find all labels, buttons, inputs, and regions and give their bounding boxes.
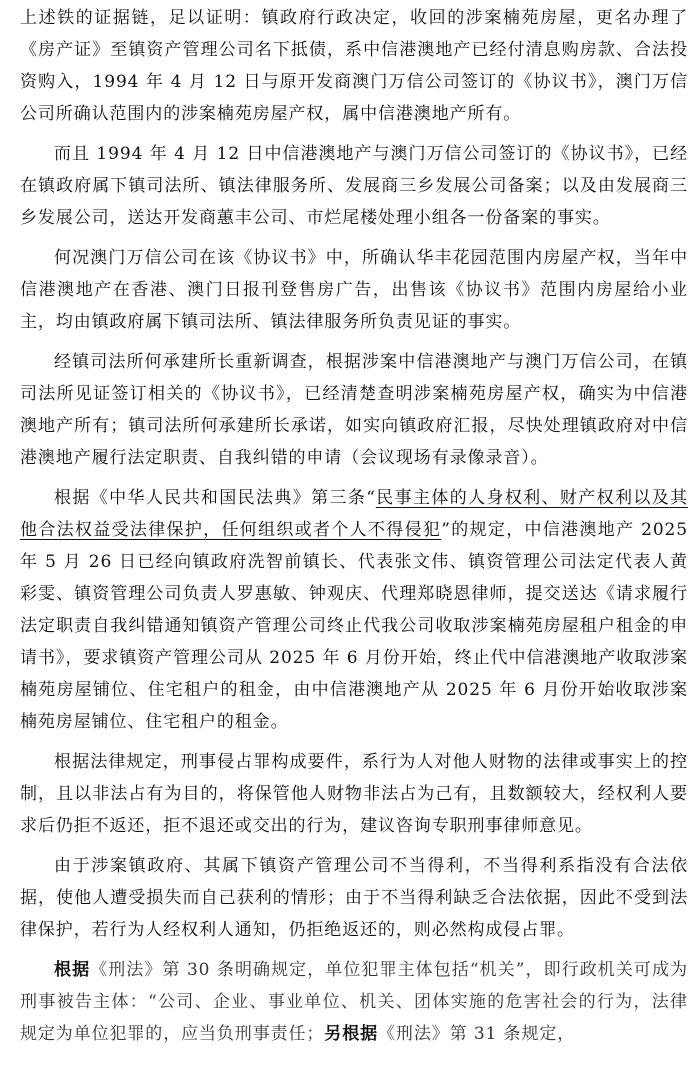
bold-lead-in: 另根据 — [324, 1024, 379, 1044]
paragraph-criminal-encroachment — [20, 746, 688, 842]
paragraph-unjust-enrichment — [20, 850, 688, 946]
paragraph-judicial-investigation — [20, 346, 688, 474]
paragraph-agreement-filing — [20, 138, 688, 234]
paragraph-macau-company — [20, 242, 688, 338]
paragraph-text: 由于涉案镇政府、其属下镇资产管理公司不当得利，不当得利系指没有合法依据，使他人遭受损失而自己获利的情形；由于不当得利缺乏合法依据，因此不受到法律保护，若行为人经权利人通知，仍拒绝返还的，则必然构成侵占罪。 — [20, 856, 688, 940]
paragraph-criminal-law — [20, 954, 688, 1050]
paragraph-text: 何况澳门万信公司在该《协议书》中，所确认华丰花园范围内房屋产权，当年中信港澳地产在香港、澳门日报刊登售房广告，出售该《协议书》范围内房屋给小业主，均由镇政府属下镇司法所、镇法律服务所负责见证的事实。 — [20, 248, 688, 332]
bold-lead-in: 根据 — [54, 960, 91, 980]
paragraph-civil-code — [20, 482, 688, 738]
paragraph-text: 根据法律规定，刑事侵占罪构成要件，系行为人对他人财物的法律或事实上的控制，且以非法占有为目的，将保管他人财物非法占为己有，且数额较大，经权利人要求后仍拒不返还，拒不退还或交出的行为，建议咨询专职刑事律师意见。 — [20, 752, 688, 836]
paragraph-text: 经镇司法所何承建所长重新调查，根据涉案中信港澳地产与澳门万信公司，在镇司法所见证签订相关的《协议书》，已经清楚查明涉案楠苑房屋产权，确实为中信港澳地产所有；镇司法所何承建所长承诺，如实向镇政府汇报，尽快处理镇政府对中信港澳地产履行法定职责、自我纠错的申请（会议现场有录像录音）。 — [20, 352, 688, 468]
paragraph-text: 《刑法》第 30 条明确规定，单位犯罪主体包括“机关”，即行政机关可成为刑事被告主体：“公司、企业、事业单位、机关、团体实施的危害社会的行为，法律规定为单位犯罪的，应当负刑事责任； — [20, 960, 688, 1044]
quoted-law-underlined: 民事主体的人身权利、财产权利以及其他合法权益受法律保护，任何组织或者个人不得侵犯 — [20, 488, 688, 540]
document-body — [20, 2, 688, 1058]
paragraph-text: 根据《中华人民共和国民法典》第三条“ — [54, 488, 376, 508]
paragraph-text: 上述铁的证据链，足以证明：镇政府行政决定，收回的涉案楠苑房屋，更名办理了《房产证》至镇资产管理公司名下抵债，系中信港澳地产已经付清息购房款、合法投资购入，1994 年 4 月 12 日与原开发商澳门万信公司签订的《协议书》，澳门万信公司所确认范围内的涉案楠苑房屋产权，属中信港澳地产所有。 — [20, 8, 688, 124]
paragraph-evidence-chain — [20, 2, 688, 130]
paragraph-text: ”的规定，中信港澳地产 2025 年 5 月 26 日已经向镇政府冼智前镇长、代表张文伟、镇资管理公司法定代表人黄彩雯、镇资管理公司负责人罗惠敏、钟观庆、代理郑晓恩律师，提交送达《请求履行法定职责自我纠错通知镇资产管理公司终止代我公司收取涉案楠苑房屋租户租金的申请书》，要求镇资产管理公司从 2025 年 6 月份开始，终止代中信港澳地产收取涉案楠苑房屋铺位、住宅租户的租金，由中信港澳地产从 2025 年 6 月份开始收取涉案楠苑房屋铺位、住宅租户的租金。 — [20, 520, 688, 732]
paragraph-text: 《刑法》第 31 条规定， — [378, 1024, 576, 1044]
paragraph-text: 而且 1994 年 4 月 12 日中信港澳地产与澳门万信公司签订的《协议书》，已经在镇政府属下镇司法所、镇法律服务所、发展商三乡发展公司备案；以及由发展商三乡发展公司，送达开发商蕙丰公司、市烂尾楼处理小组各一份备案的事实。 — [20, 144, 688, 228]
